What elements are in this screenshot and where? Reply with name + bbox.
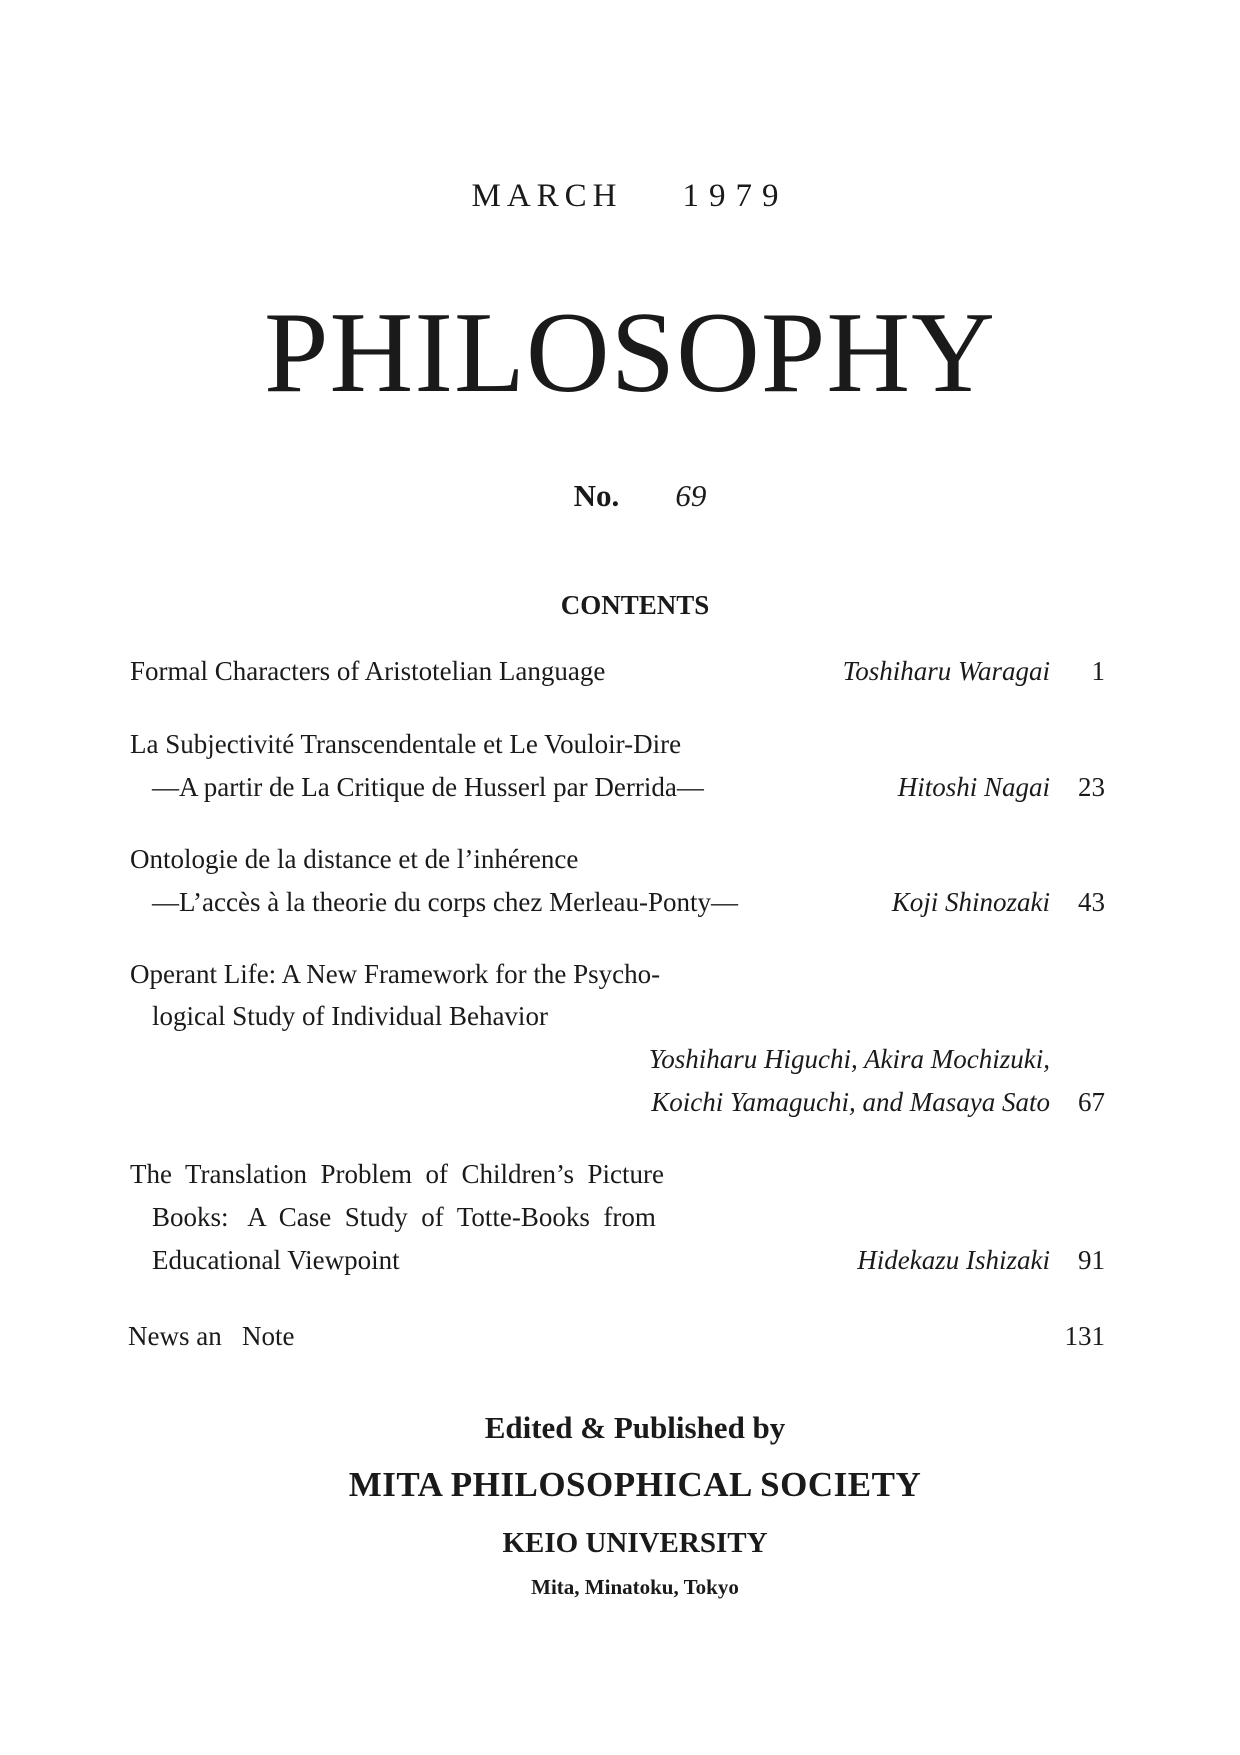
- publisher-society: MITA PHILOSOPHICAL SOCIETY: [348, 1465, 922, 1504]
- toc-entry-title: The Translation Problem of Children’s Picture: [130, 1159, 664, 1189]
- toc-entry-page: 43: [1078, 887, 1105, 917]
- toc-entry-author: Hidekazu Ishizaki: [857, 1245, 1050, 1275]
- journal-title: PHILOSOPHY: [264, 289, 996, 417]
- issue-number: [0, 478, 1240, 514]
- toc-entry-subtitle: —A partir de La Critique de Husserl par Derrida—: [152, 772, 704, 802]
- toc-entry-page: 23: [1078, 772, 1105, 802]
- issue-date: [0, 178, 1240, 215]
- publisher-university: KEIO UNIVERSITY: [502, 1527, 768, 1559]
- toc-entry-page: 131: [1064, 1321, 1105, 1351]
- toc-entry-author: Yoshiharu Higuchi, Akira Mochizuki,: [648, 1044, 1050, 1074]
- toc-entry-title-line: logical Study of Individual Behavior: [152, 1001, 548, 1031]
- toc-entry-author: Toshiharu Waragai: [842, 656, 1050, 686]
- toc-entry-page: 91: [1078, 1245, 1105, 1275]
- toc-entry-page: 1: [1091, 656, 1105, 686]
- toc-entry-page: 67: [1078, 1087, 1105, 1117]
- issue-number-value: 69: [675, 478, 707, 513]
- toc-entry-title: La Subjectivité Transcendentale et Le Vouloir-Dire: [130, 729, 682, 759]
- toc-entry-title: Formal Characters of Aristotelian Language: [130, 656, 606, 686]
- toc-entry-title-line: Books: A Case Study of Totte-Books from: [152, 1202, 656, 1232]
- toc-entry-title: Operant Life: A New Framework for the Psycho-: [130, 959, 661, 989]
- toc-entry-author: Koichi Yamaguchi, and Masaya Sato: [651, 1087, 1050, 1117]
- issue-year: 1979: [682, 178, 789, 214]
- toc-entry-author: Hitoshi Nagai: [897, 772, 1050, 802]
- toc-entry-author: Koji Shinozaki: [891, 887, 1050, 917]
- toc-entry-title-line: Educational Viewpoint: [152, 1245, 400, 1275]
- contents-heading: CONTENTS: [560, 590, 710, 620]
- publisher-credit: Edited & Published by: [484, 1410, 786, 1445]
- issue-number-label: No.: [573, 478, 620, 513]
- publisher-address: Mita, Minatoku, Tokyo: [531, 1575, 739, 1599]
- toc-entry-title: Ontologie de la distance et de l’inhérence: [130, 844, 579, 874]
- toc-entry-title: News an Note: [128, 1321, 295, 1351]
- toc-entry-subtitle: —L’accès à la theorie du corps chez Merleau-Ponty—: [152, 887, 739, 917]
- issue-month: MARCH: [471, 178, 623, 214]
